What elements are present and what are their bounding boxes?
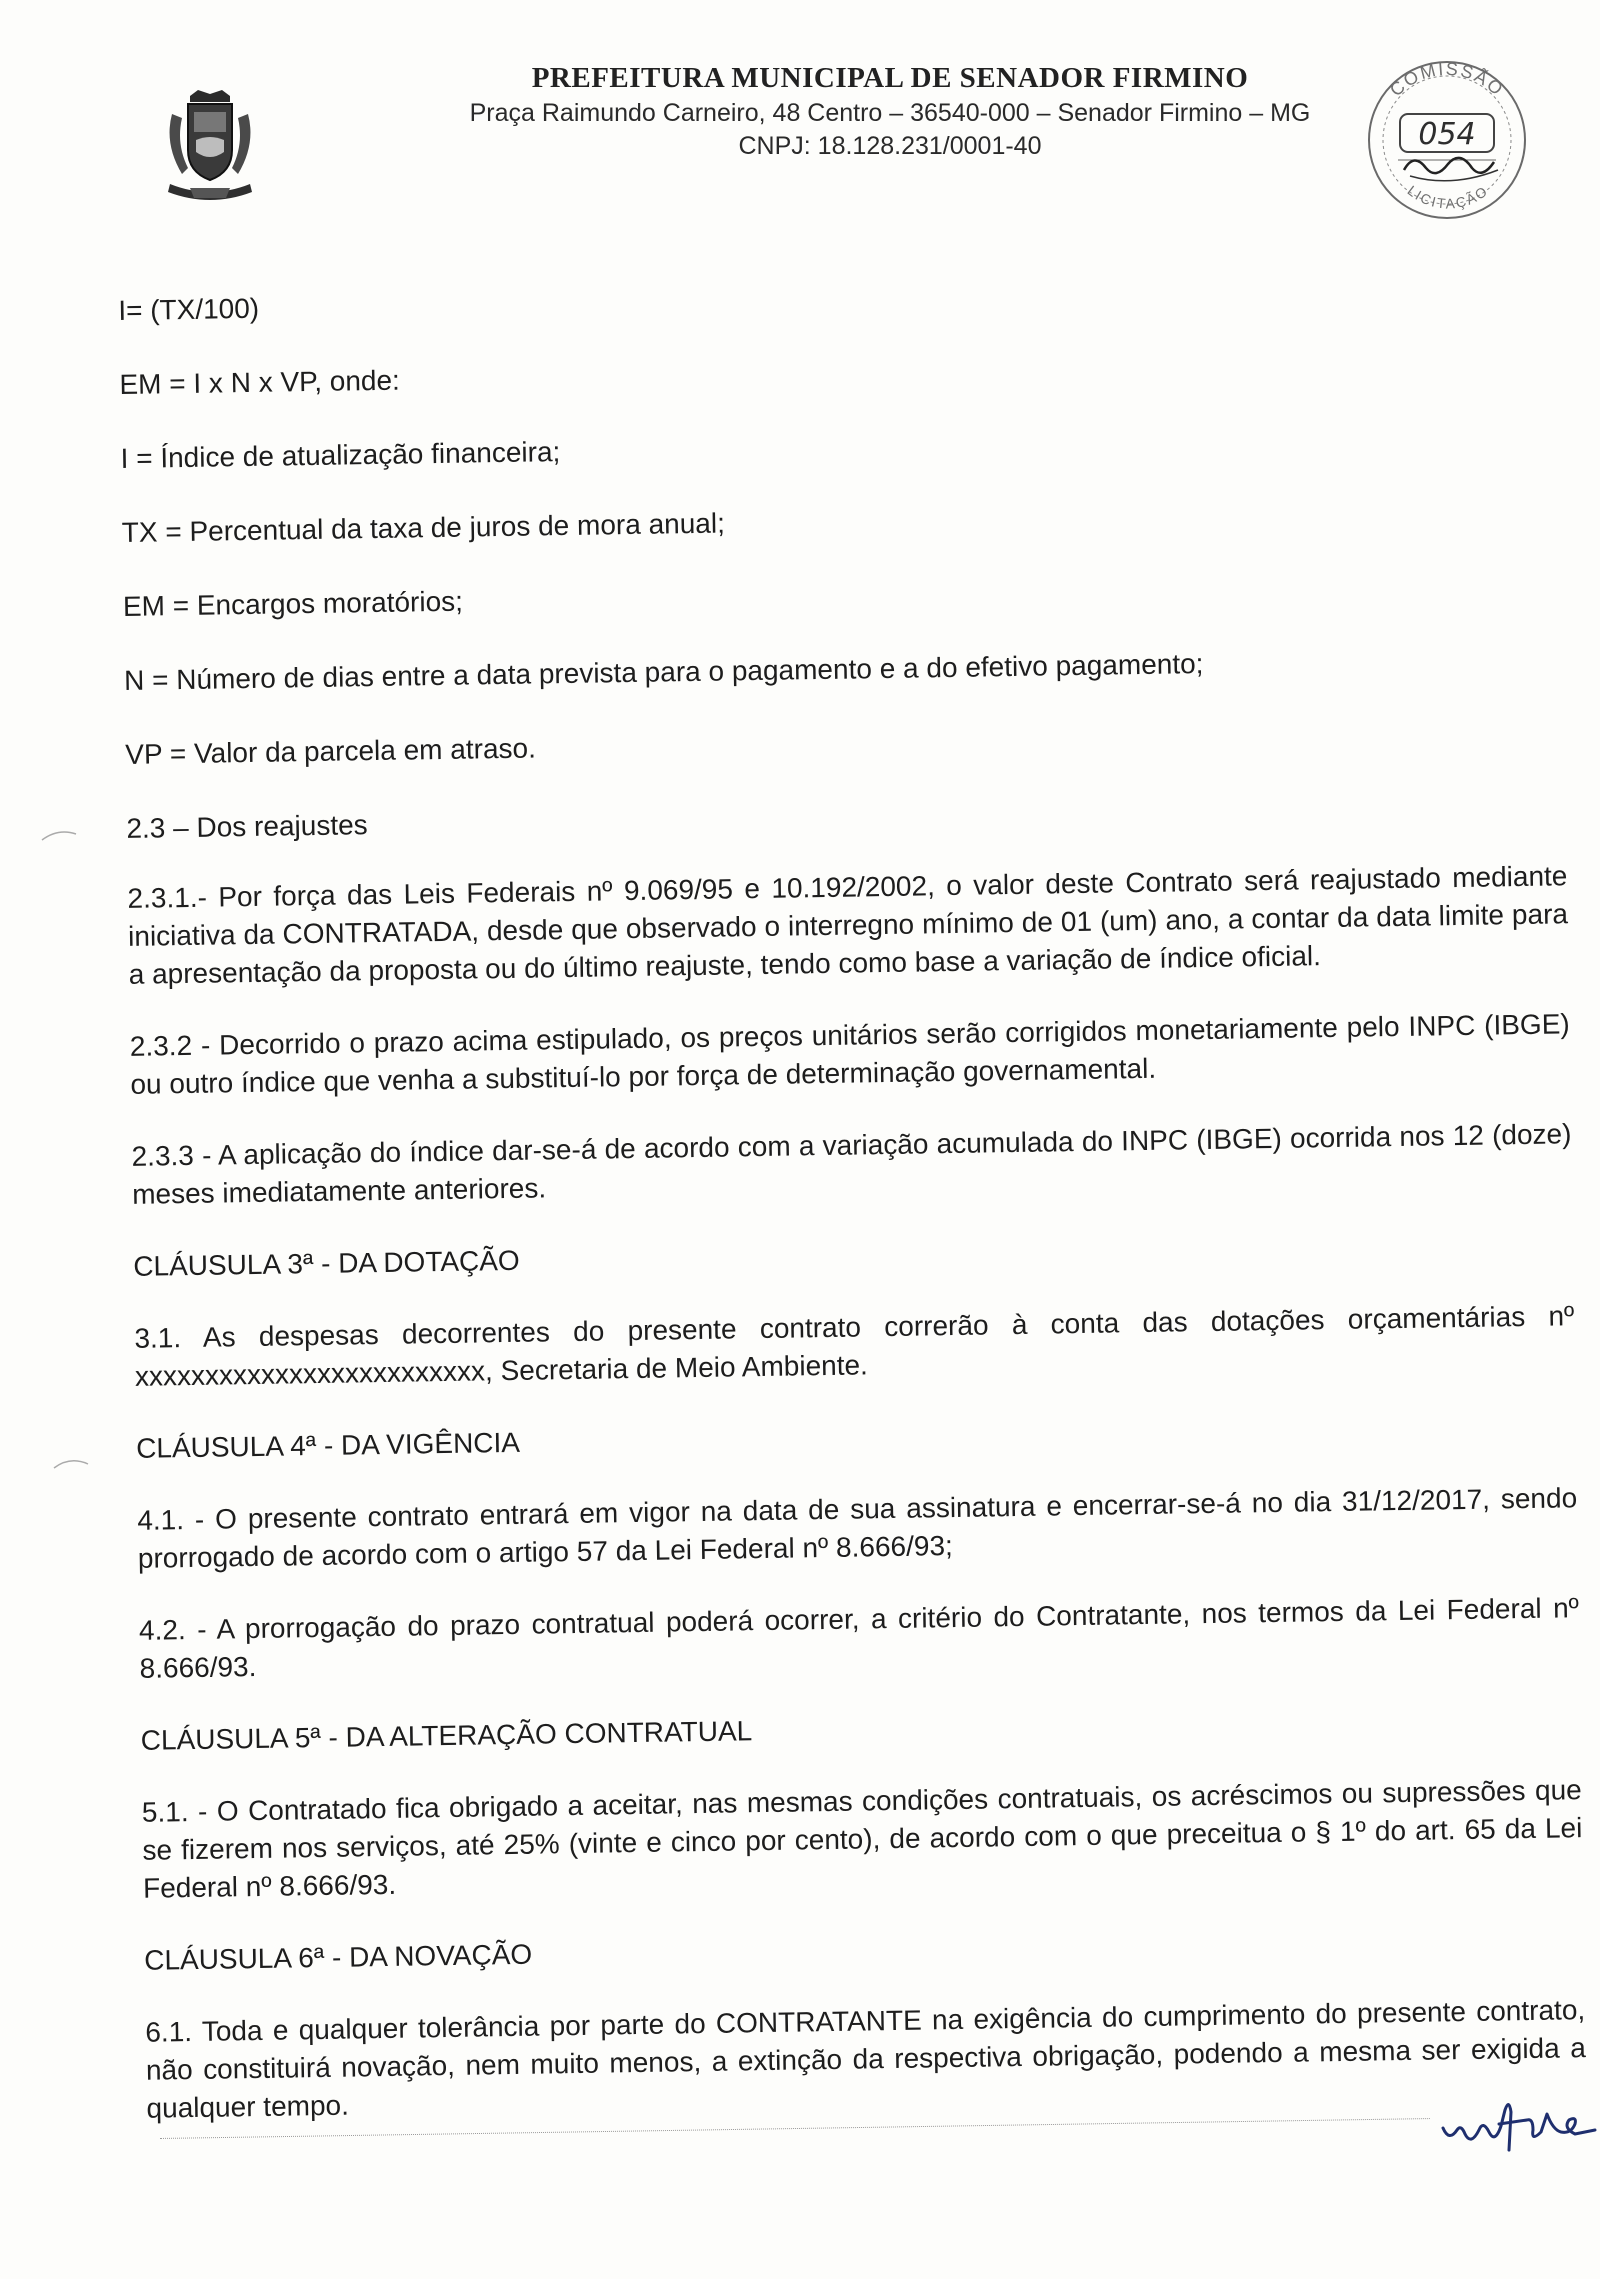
handwritten-initials (1435, 2090, 1600, 2160)
clause-5-heading: CLÁUSULA 5ª - DA ALTERAÇÃO CONTRATUAL (140, 1715, 753, 1756)
clause-3-heading: CLÁUSULA 3ª - DA DOTAÇÃO (133, 1244, 520, 1282)
paragraph-4-2: 4.2. - A prorrogação do prazo contratual poderá ocorrer, a critério do Contratante, nos termos da Lei Federal nº 8.666/93. (138, 1592, 1580, 1684)
stamp-bottom-text: LICITAÇÃO (1404, 182, 1492, 212)
stamp-top-text: COMISSÃO (1385, 58, 1509, 101)
formula-em: EM = I x N x VP, onde: (119, 364, 401, 400)
definition-tx: TX = Percentual da taxa de juros de mora anual; (121, 507, 726, 548)
svg-text:LICITAÇÃO (1405, 182, 1492, 211)
formula-i: I= (TX/100) (118, 292, 260, 326)
paragraph-2-3-3: 2.3.3 - A aplicação do índice dar-se-á de acordo com a variação acumulada do INPC (IBGE) ocorrida nos 12 (doze) meses imediatamente anteriores. (131, 1118, 1572, 1210)
definition-vp: VP = Valor da parcela em atraso. (125, 732, 537, 770)
margin-mark (40, 828, 80, 842)
section-heading-reajustes: 2.3 – Dos reajustes (126, 809, 368, 844)
letterhead-address: Praça Raimundo Carneiro, 48 Centro – 36540-000 – Senador Firmino – MG (469, 99, 1311, 127)
paragraph-4-1: 4.1. - O presente contrato entrará em vigor na data de sua assinatura e encerrar-se-á no dia 31/12/2017, sendo prorrogado de acordo com o artigo 57 da Lei Federal nº 8.666/93; (137, 1482, 1578, 1574)
clause-6-heading: CLÁUSULA 6ª - DA NOVAÇÃO (143, 1938, 533, 1976)
clause-4-heading: CLÁUSULA 4ª - DA VIGÊNCIA (135, 1426, 521, 1464)
definition-em: EM = Encargos moratórios; (122, 585, 464, 622)
document-body (118, 269, 1587, 2127)
paragraph-3-1: 3.1. As despesas decorrentes do presente contrato correrão à conta das dotações orçamentárias nº xxxxxxxxxxxxxxxxxxxxxxxxx, Secretaria de Meio Ambiente. (134, 1300, 1575, 1392)
definition-i: I = Índice de atualização financeira; (120, 436, 561, 474)
paragraph-2-3-1: 2.3.1.- Por força das Leis Federais nº 9.069/95 e 10.192/2002, o valor deste Contrato será reajustado mediante iniciativa da CONTRATADA, desde que observado o interregno mínimo de 01 (um) ano, a contar da data limite para a apresentação da proposta ou do último reajuste, tendo como base a variação de índice oficial. (127, 860, 1569, 990)
paragraph-5-1: 5.1. - O Contratado fica obrigado a aceitar, nas mesmas condições contratuais, os acréscimos ou supressões que se fizerem nos serviços, até 25% (vinte e cinco por cento), de acordo com o que preceitua o § 1º do art. 65 da Lei Federal nº 8.666/93. (141, 1774, 1583, 1904)
definition-n: N = Número de dias entre a data prevista para o pagamento e a do efetivo pagamento; (123, 647, 1204, 696)
paragraph-6-1: 6.1. Toda e qualquer tolerância por parte do CONTRATANTE na exigência do cumprimento do presente contrato, não constituirá novação, nem muito menos, a extinção da respectiva obrigação, podendo a mesma ser exigida a qualquer tempo. (145, 1994, 1587, 2124)
margin-mark (52, 1456, 92, 1470)
svg-text:COMISSÃO (1386, 59, 1508, 100)
letterhead (380, 62, 1400, 161)
paragraph-2-3-2: 2.3.2 - Decorrido o prazo acima estipulado, os preços unitários serão corrigidos monetariamente pelo INPC (IBGE) ou outro índice que venha a substituí-lo por força de determinação governamental. (129, 1008, 1570, 1100)
stamp-number: 054 (1418, 117, 1476, 152)
commission-stamp (1352, 52, 1542, 222)
municipal-crest-logo (160, 88, 260, 206)
letterhead-cnpj: CNPJ: 18.128.231/0001-40 (738, 132, 1042, 160)
letterhead-title: PREFEITURA MUNICIPAL DE SENADOR FIRMINO (531, 62, 1249, 94)
